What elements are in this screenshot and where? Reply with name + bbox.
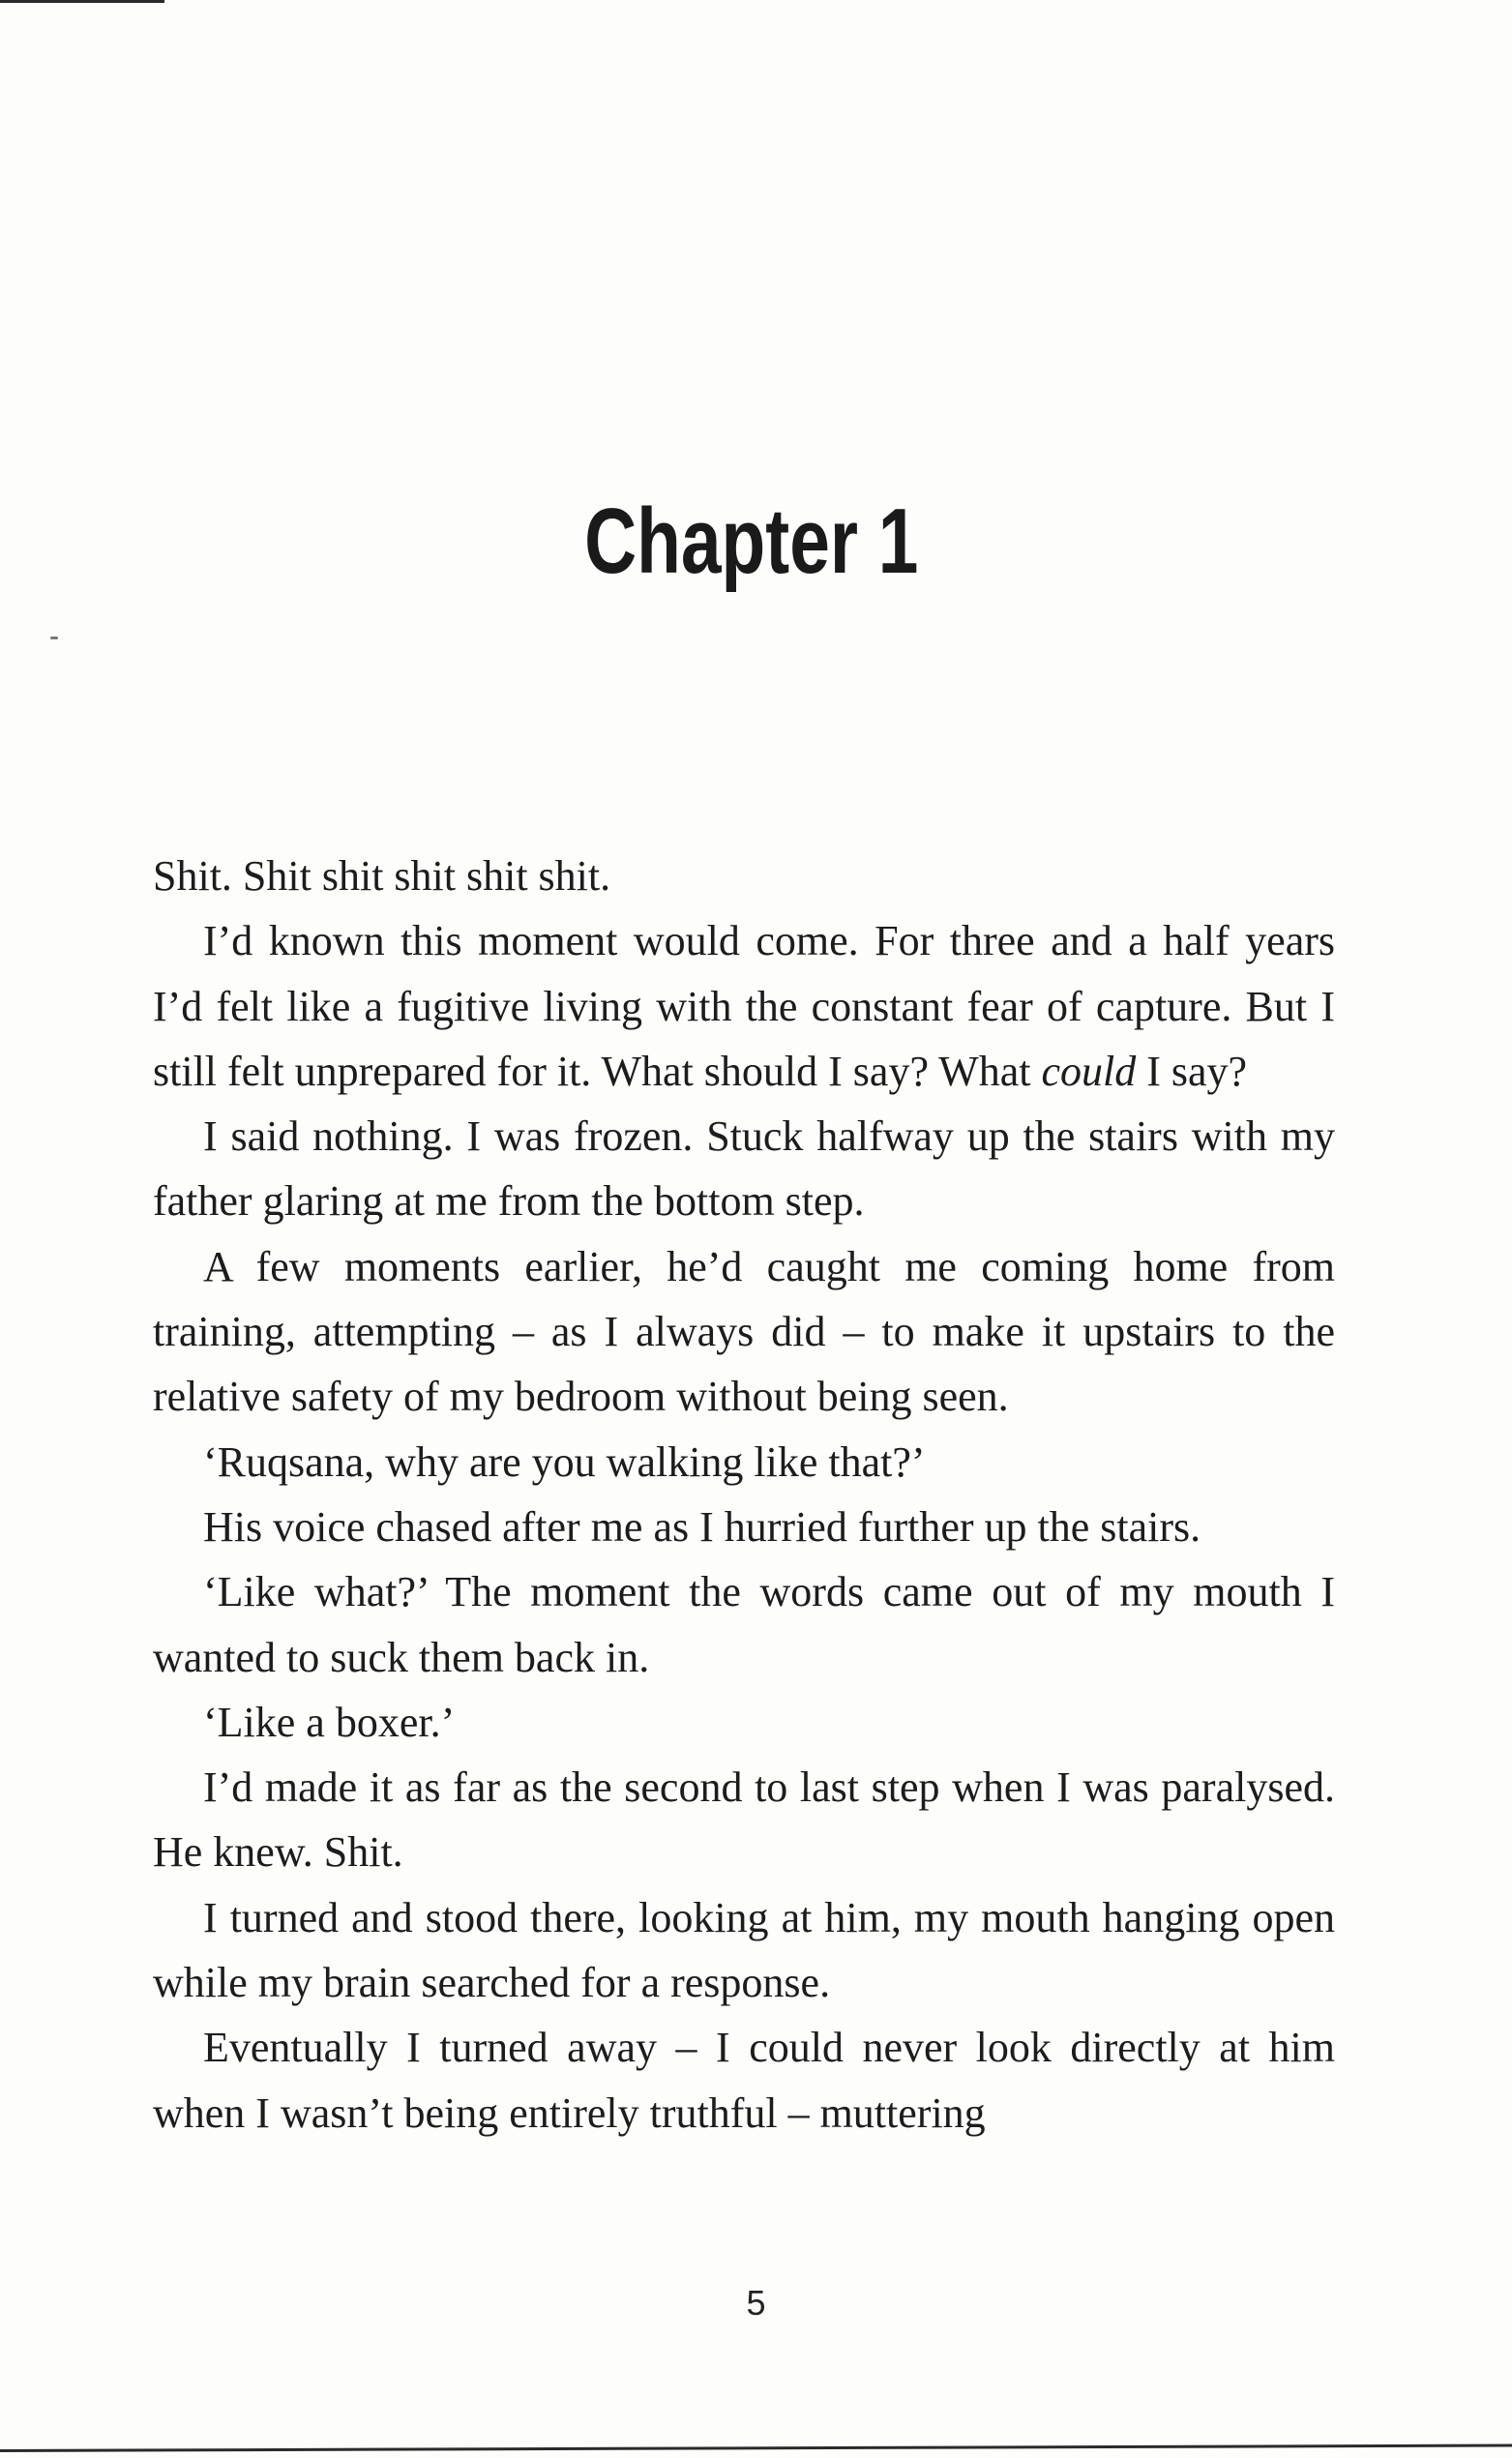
paragraph-7: ‘Like what?’ The moment the words came out of my mouth I wanted to suck them back in. [153,1568,1335,1681]
scan-edge-top [0,0,164,3]
page-number: 5 [746,2283,766,2323]
chapter-body [153,844,1335,2146]
paragraph-3: I said nothing. I was frozen. Stuck halfway up the stairs with my father glaring at me from the bottom step. [153,1112,1335,1226]
paragraph-10: I turned and stood there, looking at him, my mouth hanging open while my brain searched for a response. [153,1893,1335,2007]
paragraph-2-after: I say? [1136,1047,1248,1095]
paragraph-6: His voice chased after me as I hurried further up the stairs. [203,1502,1201,1551]
chapter-title: Chapter 1 [584,489,919,593]
paragraph-4: A few moments earlier, he’d caught me coming home from training, attempting – as I always did – to make it upstairs to the relative safety of my bedroom without being seen. [153,1242,1335,1421]
scan-speck [50,637,58,639]
paragraph-2 [153,908,1335,1104]
paragraph-1: Shit. Shit shit shit shit shit. [153,852,611,900]
paragraph-11: Eventually I turned away – I could never look directly at him when I wasn’t being entirely truthful – muttering [153,2024,1335,2137]
scan-edge-bottom [0,2444,1512,2452]
paragraph-5: ‘Ruqsana, why are you walking like that?’ [203,1437,926,1486]
paragraph-2-text: I’d known this moment would come. For three and a half years I’d felt like a fugitive living with the constant fear of capture. But I still felt unprepared for it. What should I say? What [153,917,1335,1095]
paragraph-9: I’d made it as far as the second to last step when I was paralysed. He knew. Shit. [153,1763,1335,1877]
paragraph-2-emphasis: could [1041,1047,1137,1095]
paragraph-8: ‘Like a boxer.’ [203,1698,456,1746]
